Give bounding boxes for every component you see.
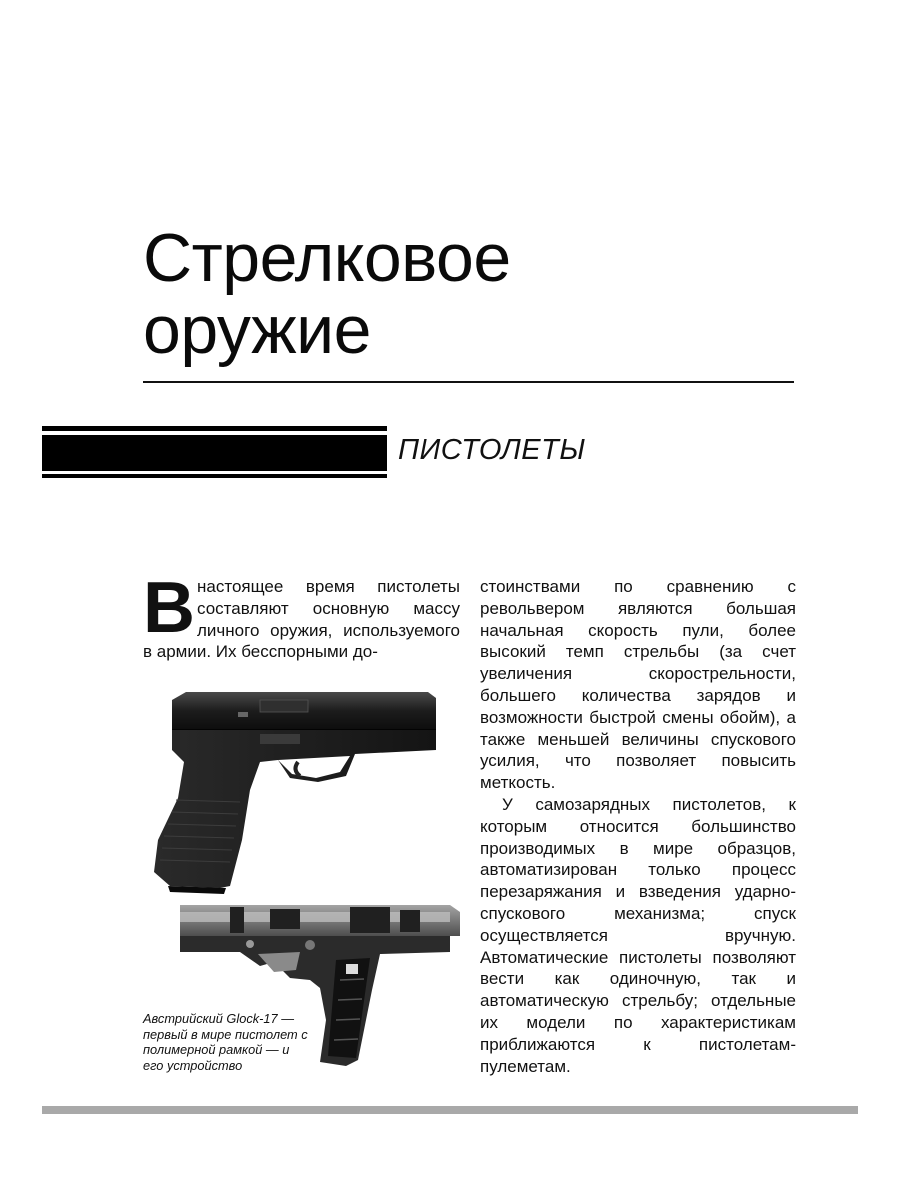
figure-caption: Австрийский Glock-17 — первый в мире пистолет с полимерной рамкой — и его устройство [143, 1011, 308, 1073]
chapter-title-line-2: оружие [143, 292, 371, 368]
lead-column [143, 568, 460, 663]
paragraph-self-loading: У самозарядных пистолетов, к которым относится большинство производимых в мире образцов, автоматизирован только процесс перезаряжания и взведения ударно-спускового механизма; спуск осуществляется вручную. Автоматические пистолеты позволяют вести как одиночную, так и автоматическую стрельбу; отдельные их модели по характеристикам приближаются к пистолетам-пулеметам. [480, 794, 796, 1076]
footer-rule [42, 1106, 858, 1114]
section-title: ПИСТОЛЕТЫ [398, 434, 586, 466]
band-bottom-line [42, 474, 387, 478]
band-main-bar [42, 435, 387, 471]
lead-paragraph [143, 568, 460, 663]
chapter-title-line-1: Стрелковое [143, 220, 511, 296]
section-band-decoration [42, 426, 387, 478]
chapter-title [143, 222, 511, 366]
lead-text: настоящее время пистолеты составляют основную массу личного оружия, используемого в армии. Их бесспорными до- [143, 577, 460, 662]
right-column [480, 576, 796, 1077]
title-rule [143, 381, 794, 383]
band-top-line [42, 426, 387, 431]
pistol-side-view [154, 692, 436, 894]
paragraph-advantages: стоинствами по сравнению с револьвером являются большая начальная скорость пули, более высокий темп стрельбы (за счет увеличения скорострельности, большего количества зарядов и возможности быстрой смены обойм), а также меньшей величины спускового усилия, что позволяет повысить меткость. [480, 577, 796, 793]
drop-cap: В [143, 568, 193, 648]
